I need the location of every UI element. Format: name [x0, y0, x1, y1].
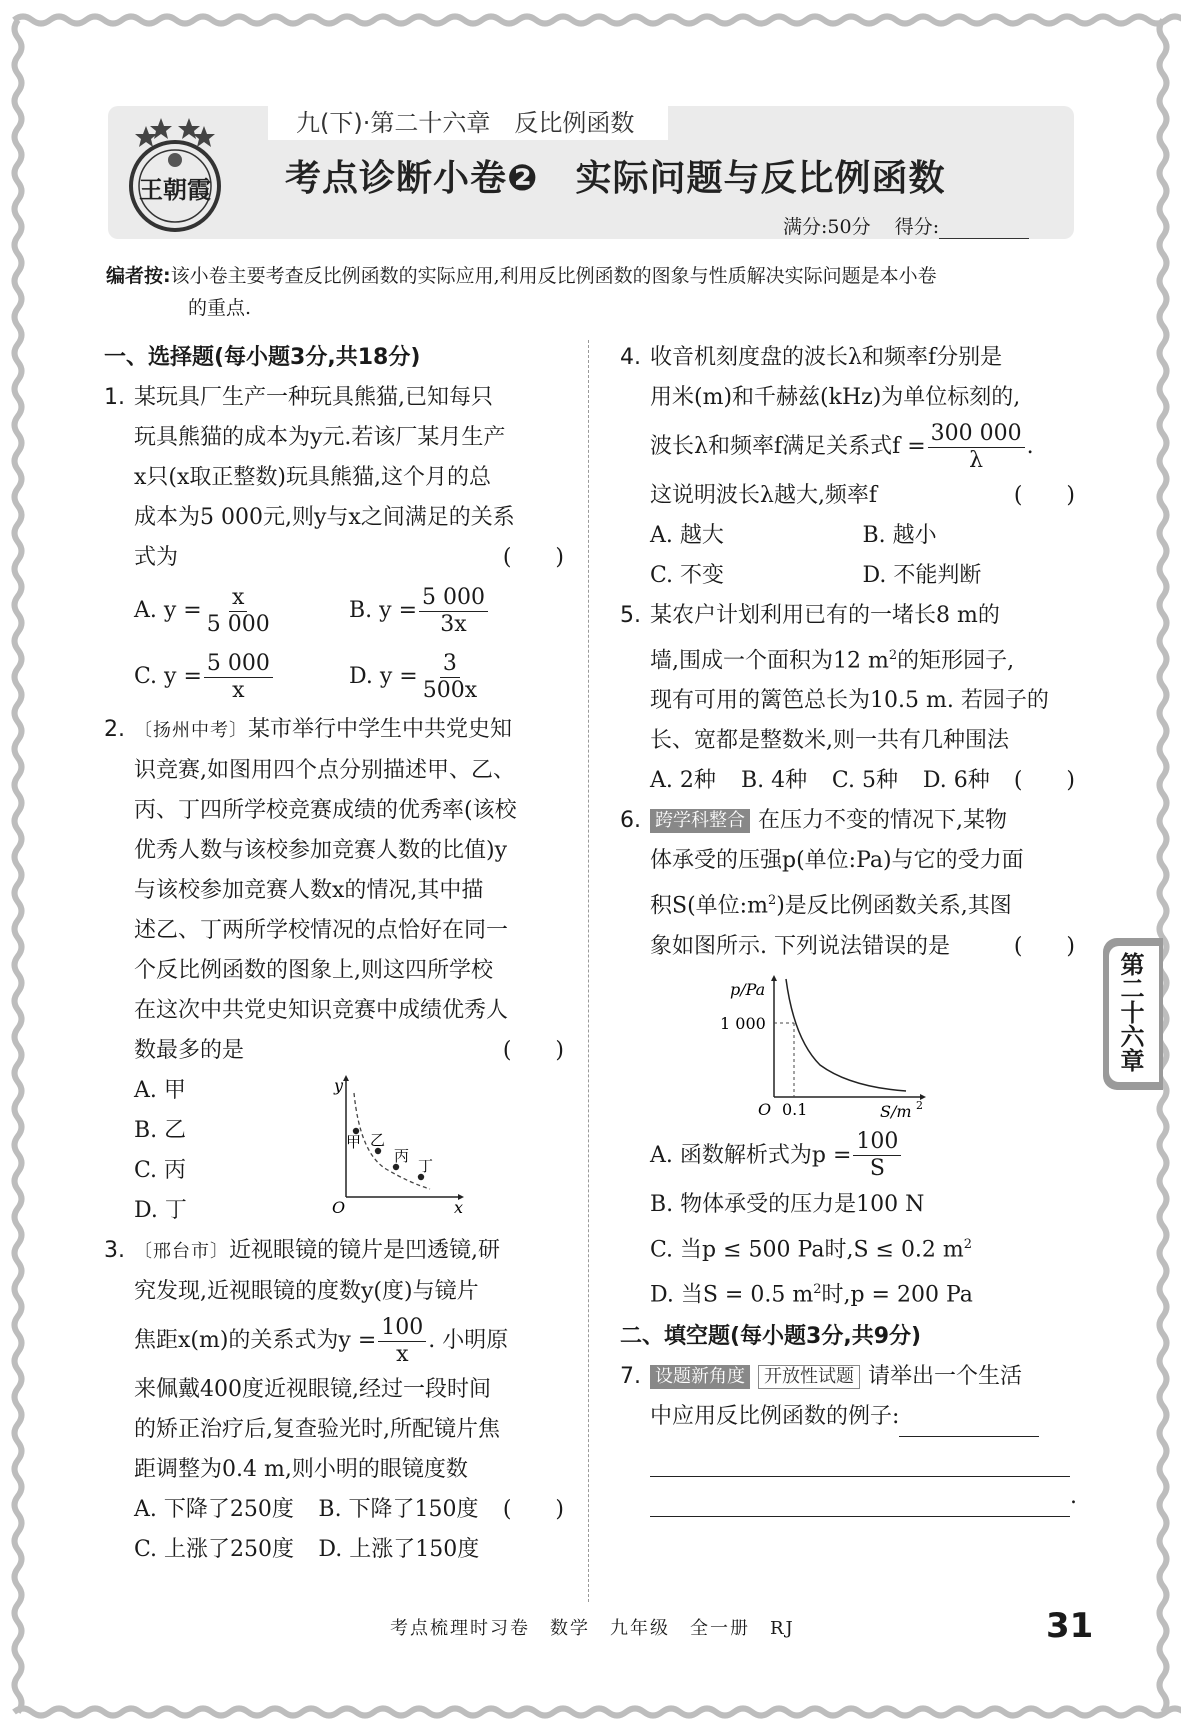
option-c[interactable]: C. 丙 — [134, 1158, 187, 1183]
superscript: 2 — [767, 893, 777, 909]
fraction-numerator: 5 000 — [204, 651, 273, 678]
section-choice-heading: 一、选择题(每小题3分,共18分) — [104, 345, 421, 370]
fraction-denominator: 500x — [422, 677, 478, 703]
q6-line: 象如图所示. 下列说法错误的是 — [650, 933, 950, 959]
tag-new-angle: 设题新角度 — [650, 1365, 750, 1389]
q4-line: 收音机刻度盘的波长λ和频率f分别是 — [650, 345, 1003, 370]
q2-line: 在这次中共党史知识竞赛中成绩优秀人 — [134, 998, 509, 1023]
option-label: A. y = — [134, 598, 202, 623]
axis-x-label: S/m — [880, 1101, 912, 1119]
option-b[interactable]: B. 物体承受的压力是100 N — [650, 1191, 925, 1217]
q2-line: 优秀人数与该校参加竞赛人数的比值)y — [134, 838, 508, 863]
page-number: 31 — [1046, 1606, 1094, 1646]
q5-line: 某农户计划利用已有的一堵长8 m的 — [650, 603, 1000, 628]
q5-line: 墙,围成一个面积为12 m — [650, 648, 889, 674]
question-7 — [620, 1357, 1075, 1517]
score-label: 得分: — [894, 216, 940, 238]
q6-line: 体承受的压强p(单位:Pa)与它的受力面 — [650, 848, 1024, 874]
origin-label: O — [332, 1198, 346, 1213]
option-d[interactable]: D. 6种 — [922, 768, 990, 794]
fraction-numerator: 5 000 — [419, 585, 488, 612]
option-a[interactable]: A. 下降了250度 — [134, 1497, 294, 1522]
q5-line: 长、宽都是整数米,则一共有几种围法 — [650, 728, 1009, 754]
question-source: 〔邢台市〕 — [134, 1241, 229, 1262]
q7-line: 中应用反比例函数的例子: — [650, 1404, 900, 1430]
option-a[interactable] — [134, 578, 349, 644]
q1-options — [104, 578, 564, 710]
q2-options-area — [104, 1071, 564, 1231]
answer-blank[interactable] — [650, 1450, 1070, 1477]
footer-book-info: 考点梳理时习卷 数学 九年级 全一册 RJ — [390, 1618, 795, 1639]
question-number: 7. — [620, 1364, 641, 1390]
q1-line: x只(x取正整数)玩具熊猫,这个月的总 — [134, 465, 491, 490]
q6-pressure-graph — [720, 969, 930, 1119]
fraction-denominator: x — [232, 677, 245, 703]
question-number: 3. — [104, 1238, 125, 1263]
option-c[interactable] — [650, 1225, 1075, 1270]
q1-line: 式为 — [134, 545, 179, 570]
option-c[interactable]: C. 5种 — [831, 768, 898, 794]
axis-x-label: x — [454, 1198, 464, 1213]
q2-line: 与该校参加竞赛人数x的情况,其中描 — [134, 878, 484, 903]
axis-y-label: y — [334, 1076, 344, 1095]
origin-label: O — [758, 1099, 772, 1119]
chapter-side-tab-label: 第二十六章 — [1116, 952, 1144, 1072]
q6-line: 积S(单位:m — [650, 893, 768, 919]
logo-text: 王朝霞 — [139, 175, 211, 204]
q6-options — [620, 1127, 1075, 1316]
answer-paren[interactable]: ( ) — [1013, 933, 1075, 959]
q6-line: 在压力不变的情况下,某物 — [758, 808, 1007, 834]
answer-paren[interactable]: ( ) — [502, 545, 564, 570]
q2-line: 识竞赛,如图用四个点分别描述甲、乙、 — [134, 758, 515, 783]
right-column — [620, 338, 1075, 1517]
editor-note-text-2: 的重点. — [188, 297, 252, 319]
superscript: 2 — [813, 1281, 822, 1297]
option-d[interactable] — [650, 1270, 1075, 1315]
q2-line: 个反比例函数的图象上,则这四所学校 — [134, 958, 493, 983]
answer-blank[interactable] — [650, 1490, 1070, 1517]
answer-blank[interactable] — [899, 1410, 1039, 1437]
option-d[interactable] — [349, 644, 564, 710]
tag-open-question: 开放性试题 — [758, 1365, 860, 1389]
q3-options — [104, 1490, 503, 1570]
q2-line: 某市举行中学生中共党史知 — [248, 717, 513, 742]
fraction-denominator: λ — [969, 447, 984, 473]
answer-paren[interactable]: ( ) — [1013, 768, 1075, 794]
editor-note — [106, 260, 1076, 324]
option-b[interactable]: B. 越小 — [862, 523, 937, 548]
option-c[interactable] — [134, 644, 349, 710]
point-label-jia: 甲 — [346, 1133, 362, 1151]
answer-paren[interactable]: ( ) — [1013, 483, 1075, 508]
q6-line: )是反比例函数关系,其图 — [776, 893, 1012, 919]
q4-options — [620, 516, 1075, 596]
q3-line: 近视眼镜的镜片是凹透镜,研 — [229, 1238, 500, 1263]
fraction-denominator: S — [869, 1156, 885, 1182]
q1-line: 玩具熊猫的成本为y元.若该厂某月生产 — [134, 425, 506, 450]
fraction-numerator: x — [229, 585, 247, 612]
option-label: D. y = — [349, 664, 418, 689]
q4-line: 波长λ和频率f满足关系式f = — [650, 434, 926, 459]
x-tick-label: 0.1 — [782, 1099, 808, 1119]
chapter-label: 九(下)·第二十六章 反比例函数 — [296, 109, 635, 137]
question-number: 6. — [620, 808, 641, 834]
question-number: 2. — [104, 717, 125, 742]
editor-note-label: 编者按: — [106, 265, 171, 287]
option-label: C. 当p ≤ 500 Pa时,S ≤ 0.2 m — [650, 1236, 964, 1262]
q7-line: 请举出一个生活 — [868, 1364, 1023, 1390]
full-score: 满分:50分 — [783, 216, 871, 238]
superscript: 2 — [888, 648, 898, 663]
q4-line: 这说明波长λ越大,频率f — [650, 483, 878, 508]
option-label: D. 当S = 0.5 m — [650, 1282, 814, 1308]
option-b[interactable]: B. 乙 — [134, 1118, 187, 1143]
answer-paren[interactable]: ( ) — [502, 1038, 564, 1063]
question-2 — [104, 710, 564, 1071]
point-label-ding: 丁 — [418, 1157, 434, 1175]
tag-interdisciplinary: 跨学科整合 — [650, 809, 750, 833]
point-label-bing: 丙 — [394, 1147, 410, 1165]
option-c[interactable]: C. 上涨了250度 — [134, 1537, 295, 1562]
score-blank[interactable] — [939, 220, 1029, 239]
q3-line: 究发现,近视眼镜的度数y(度)与镜片 — [134, 1279, 479, 1304]
q1-line: 某玩具厂生产一种玩具熊猫,已知每只 — [134, 385, 493, 410]
option-a[interactable]: A. 2种 — [650, 768, 716, 794]
y-tick-label: 1 000 — [720, 1013, 766, 1033]
question-number: 1. — [104, 385, 125, 410]
q5-line: 现有可用的篱笆总长为10.5 m. 若园子的 — [650, 688, 1049, 714]
q5-options — [620, 761, 1014, 801]
option-b[interactable]: B. 下降了150度 — [318, 1497, 479, 1522]
q3-line: . 小明原 — [428, 1328, 509, 1353]
option-label: A. 函数解析式为p = — [650, 1142, 852, 1168]
q3-line: 来佩戴400度近视眼镜,经过一段时间 — [134, 1377, 491, 1402]
fraction-numerator: 300 000 — [928, 421, 1025, 448]
score-line — [783, 212, 1029, 239]
q2-line: 丙、丁四所学校竞赛成绩的优秀率(该校 — [134, 798, 517, 823]
q2-line: 述乙、丁两所学校情况的点恰好在同一 — [134, 918, 509, 943]
question-number: 5. — [620, 603, 641, 628]
question-source: 〔扬州中考〕 — [134, 720, 248, 741]
fraction-denominator: x — [396, 1341, 409, 1367]
publisher-logo-icon — [120, 112, 230, 236]
option-a[interactable] — [650, 1127, 1075, 1185]
fraction-numerator: 100 — [378, 1315, 426, 1342]
option-label: C. y = — [134, 664, 202, 689]
option-d[interactable]: D. 不能判断 — [862, 563, 982, 588]
point-label-yi: 乙 — [370, 1131, 386, 1149]
q7-end-period: . — [1070, 1484, 1077, 1510]
option-label: 时,p = 200 Pa — [821, 1282, 973, 1308]
q4-line: 用米(m)和千赫兹(kHz)为单位标刻的, — [650, 385, 1021, 410]
q3-line: 距调整为0.4 m,则小明的眼镜度数 — [134, 1457, 468, 1482]
page-title: 考点诊断小卷❷ 实际问题与反比例函数 — [285, 158, 946, 199]
fraction-numerator: 100 — [853, 1129, 901, 1156]
chapter-side-tab — [1103, 938, 1163, 1090]
option-c[interactable]: C. 不变 — [650, 563, 725, 588]
answer-paren[interactable]: ( ) — [502, 1497, 564, 1522]
option-d[interactable]: D. 丁 — [134, 1198, 187, 1223]
q3-line: 焦距x(m)的关系式为y = — [134, 1328, 377, 1353]
axis-x-superscript: 2 — [916, 1098, 923, 1112]
option-b[interactable]: B. 4种 — [740, 768, 808, 794]
question-number: 4. — [620, 345, 641, 370]
left-column — [104, 338, 564, 1570]
q3-line: 的矫正治疗后,复查验光时,所配镜片焦 — [134, 1417, 500, 1442]
option-b[interactable] — [349, 578, 564, 644]
editor-note-text-1: 该小卷主要考查反比例函数的实际应用,利用反比例函数的图象与性质解决实际问题是本小卷 — [170, 265, 937, 287]
question-6 — [620, 801, 1075, 966]
section-fill-heading: 二、填空题(每小题3分,共9分) — [620, 1324, 922, 1350]
option-a[interactable]: A. 越大 — [650, 523, 724, 548]
column-divider — [588, 340, 589, 1602]
question-1 — [104, 378, 564, 578]
fraction-numerator: 3 — [440, 651, 460, 678]
q2-scatter-figure — [326, 1073, 466, 1213]
option-label: B. y = — [349, 598, 418, 623]
q1-line: 成本为5 000元,则y与x之间满足的关系 — [134, 505, 515, 530]
question-4 — [620, 338, 1075, 516]
q2-line: 数最多的是 — [134, 1038, 245, 1063]
q5-line: 的矩形园子, — [897, 648, 1015, 674]
fraction-denominator: 5 000 — [206, 611, 270, 637]
option-d[interactable]: D. 上涨了150度 — [318, 1537, 480, 1562]
fraction-denominator: 3x — [440, 611, 467, 637]
option-a[interactable]: A. 甲 — [134, 1078, 186, 1103]
q6-figure-area — [620, 967, 1075, 1127]
superscript: 2 — [963, 1236, 973, 1252]
q4-line: . — [1026, 434, 1034, 459]
axis-y-label: p/Pa — [730, 979, 766, 999]
